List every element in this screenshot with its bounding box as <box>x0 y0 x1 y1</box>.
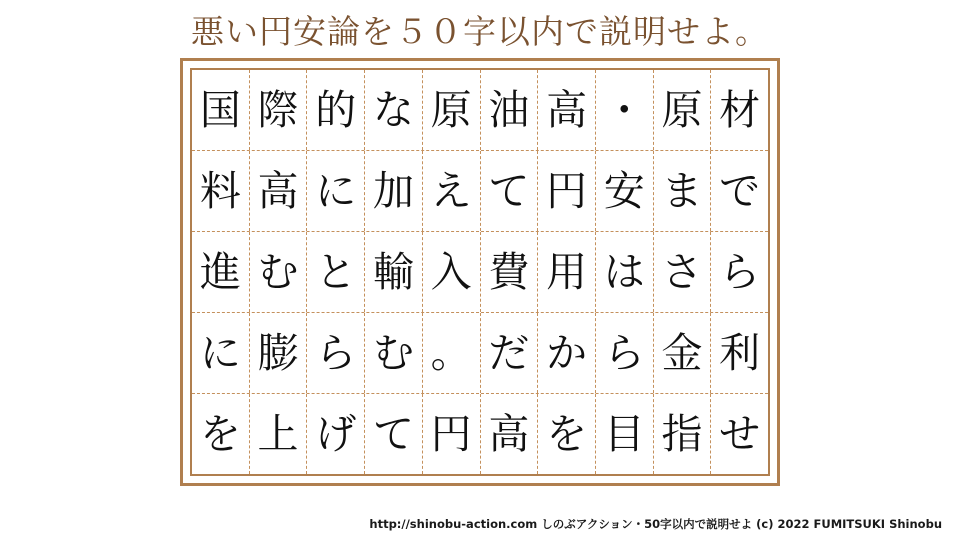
grid-cell: 料 <box>192 151 250 231</box>
grid-cell: を <box>538 394 596 474</box>
grid-cell: ら <box>719 247 761 296</box>
grid-cell: 高 <box>481 394 539 474</box>
grid-cell: 用 <box>538 232 596 312</box>
grid-cell: 利 <box>719 328 761 377</box>
grid-cell: 円 <box>538 151 596 231</box>
grid-cell: 原 <box>654 70 712 150</box>
grid-cell: 安 <box>596 151 654 231</box>
grid-cell: か <box>538 313 596 393</box>
grid-cell: 金 <box>654 313 712 393</box>
grid-cell: 原 <box>423 70 481 150</box>
grid-cell: 油 <box>481 70 539 150</box>
grid-cell: 円 <box>423 394 481 474</box>
grid-cell: 材 <box>719 85 761 134</box>
grid-row <box>192 151 768 232</box>
grid-cell: 指 <box>654 394 712 474</box>
grid-cell: な <box>365 70 423 150</box>
grid-cell: て <box>365 394 423 474</box>
grid-row <box>192 394 768 474</box>
page-title: 悪い円安論を５０字以内で説明せよ。 <box>191 12 769 51</box>
grid-cell: 進 <box>192 232 250 312</box>
grid-row <box>192 70 768 151</box>
grid-cell: ま <box>654 151 712 231</box>
grid-cell: ・ <box>596 70 654 150</box>
grid-cell: 入 <box>423 232 481 312</box>
grid-cell: を <box>192 394 250 474</box>
grid-cell: て <box>481 151 539 231</box>
grid-cell: げ <box>307 394 365 474</box>
footer-credit: http://shinobu-action.com しのぶアクション・50字以内で説明せよ (c) 2022 FUMITSUKI Shinobu <box>369 517 942 531</box>
grid-cell: 的 <box>307 70 365 150</box>
grid-cell: 高 <box>538 70 596 150</box>
grid-cell: 加 <box>365 151 423 231</box>
grid-cell: せ <box>719 409 761 458</box>
grid-cell: 上 <box>250 394 308 474</box>
grid-cell: さ <box>654 232 712 312</box>
grid-cell: え <box>423 151 481 231</box>
grid-cell: ら <box>596 313 654 393</box>
grid-cell: 輸 <box>365 232 423 312</box>
grid-cell: に <box>307 151 365 231</box>
grid-cell: と <box>307 232 365 312</box>
grid-cell: 目 <box>596 394 654 474</box>
grid-cell: む <box>365 313 423 393</box>
grid-cell: は <box>596 232 654 312</box>
grid-cell: 高 <box>250 151 308 231</box>
grid-cell: 際 <box>250 70 308 150</box>
manuscript-grid <box>190 68 770 476</box>
grid-row <box>192 313 768 394</box>
grid-cell: 国 <box>192 70 250 150</box>
grid-cell: 費 <box>481 232 539 312</box>
grid-cell: 。 <box>423 313 481 393</box>
grid-row <box>192 232 768 313</box>
grid-cell: に <box>192 313 250 393</box>
grid-cell: だ <box>481 313 539 393</box>
grid-cell: 膨 <box>250 313 308 393</box>
grid-cell: で <box>719 166 761 215</box>
grid-cell: ら <box>307 313 365 393</box>
manuscript-paper-frame <box>180 58 780 486</box>
grid-cell: む <box>250 232 308 312</box>
